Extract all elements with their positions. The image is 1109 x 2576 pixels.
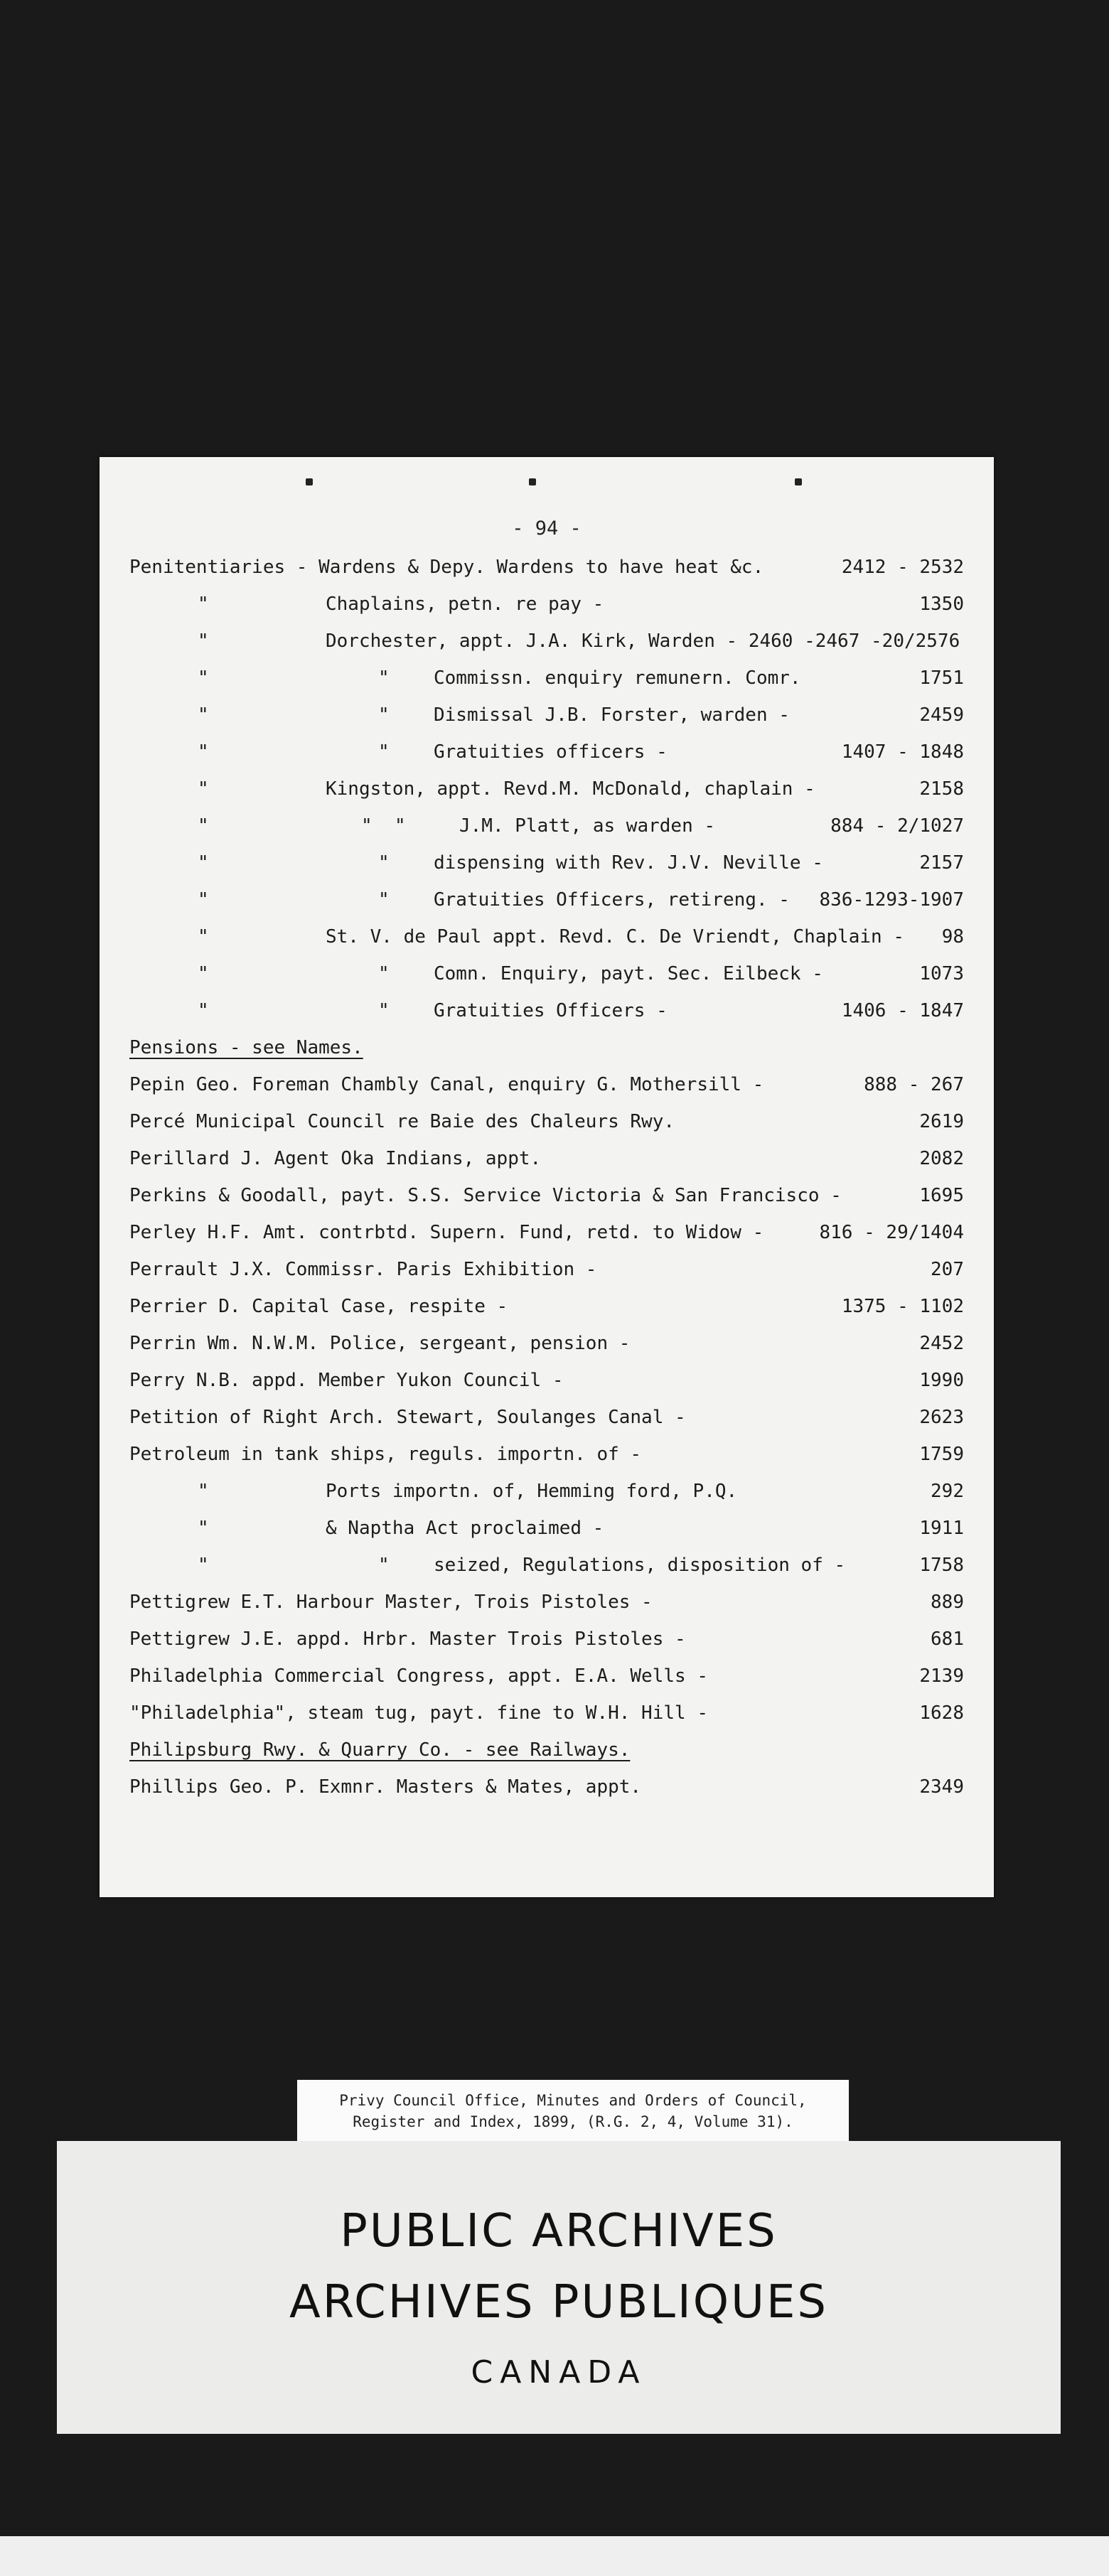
entry-text: Phillips Geo. P. Exmnr. Masters & Mates, appt. xyxy=(129,1776,642,1798)
entry-reference: 681 xyxy=(931,1628,964,1650)
stamp-line-3: CANADA xyxy=(471,2354,647,2390)
index-entry xyxy=(100,882,994,919)
entry-text: Percé Municipal Council re Baie des Chaleurs Rwy. xyxy=(129,1111,675,1132)
index-entry xyxy=(100,734,994,771)
entry-reference: 2082 xyxy=(919,1148,964,1169)
entry-reference: 1375 - 1102 xyxy=(841,1296,964,1317)
index-entry xyxy=(100,1104,994,1141)
ditto-mark: " xyxy=(198,963,209,984)
index-entry xyxy=(100,623,994,660)
ditto-mark: " xyxy=(378,889,390,911)
entry-text: & Naptha Act proclaimed - xyxy=(326,1518,604,1539)
index-entry xyxy=(100,1252,994,1289)
entry-reference: 884 - 2/1027 xyxy=(830,815,964,837)
entry-text: Petroleum in tank ships, reguls. importn. of - xyxy=(129,1444,642,1465)
cross-reference-heading xyxy=(100,1732,994,1769)
stamp-line-2: ARCHIVES PUBLIQUES xyxy=(289,2276,829,2329)
entry-text: "Philadelphia", steam tug, payt. fine to W.H. Hill - xyxy=(129,1702,708,1724)
entry-reference: 2157 xyxy=(919,852,964,874)
ditto-mark: " xyxy=(198,704,209,726)
entry-text: St. V. de Paul appt. Revd. C. De Vriendt, Chaplain - xyxy=(326,926,904,948)
index-entry xyxy=(100,697,994,734)
entry-text: Dismissal J.B. Forster, warden - xyxy=(434,704,790,726)
entry-text: Ports importn. of, Hemming ford, P.Q. xyxy=(326,1481,738,1502)
index-entry xyxy=(100,771,994,808)
entry-reference: 1911 xyxy=(919,1518,964,1539)
ditto-mark: " xyxy=(198,926,209,948)
entry-text: Perrin Wm. N.W.M. Police, sergeant, pension - xyxy=(129,1333,631,1354)
entry-text: Philadelphia Commercial Congress, appt. E.A. Wells - xyxy=(129,1665,708,1687)
entry-text: Kingston, appt. Revd.M. McDonald, chaplain - xyxy=(326,778,815,800)
cross-reference-heading xyxy=(100,1030,994,1067)
ditto-mark: " xyxy=(198,1555,209,1576)
ditto-mark: " xyxy=(378,1555,390,1576)
index-entry xyxy=(100,1621,994,1658)
ditto-mark: " xyxy=(198,594,209,615)
index-entry xyxy=(100,845,994,882)
entry-text: Perrier D. Capital Case, respite - xyxy=(129,1296,508,1317)
entry-reference: 2139 xyxy=(919,1665,964,1687)
index-entry xyxy=(100,1178,994,1215)
entry-text: Pepin Geo. Foreman Chambly Canal, enquiry G. Mothersill - xyxy=(129,1074,764,1095)
index-entry xyxy=(100,1474,994,1510)
entry-reference: 1759 xyxy=(919,1444,964,1465)
archives-stamp xyxy=(57,2141,1061,2434)
entry-text: Pettigrew E.T. Harbour Master, Trois Pistoles - xyxy=(129,1592,653,1613)
entry-reference: 2158 xyxy=(919,778,964,800)
ditto-mark: " xyxy=(198,889,209,911)
entry-text: Petition of Right Arch. Stewart, Soulanges Canal - xyxy=(129,1407,686,1428)
index-entry xyxy=(100,549,994,586)
entry-text: dispensing with Rev. J.V. Neville - xyxy=(434,852,823,874)
entry-reference: 2412 - 2532 xyxy=(841,557,964,578)
entry-text: Pensions - see Names. xyxy=(129,1037,363,1058)
index-entry xyxy=(100,1769,994,1806)
ditto-mark: " xyxy=(198,1518,209,1539)
ditto-mark: " xyxy=(198,741,209,763)
entry-reference: 1695 xyxy=(919,1185,964,1206)
entry-reference: 816 - 29/1404 xyxy=(819,1222,964,1243)
ditto-mark: " xyxy=(378,963,390,984)
archive-label-line-2: Register and Index, 1899, (R.G. 2, 4, Volume 31). xyxy=(353,2113,793,2130)
ditto-mark: " xyxy=(198,815,209,837)
entry-reference: 2459 xyxy=(919,704,964,726)
entry-text: Perillard J. Agent Oka Indians, appt. xyxy=(129,1148,542,1169)
ditto-mark: " xyxy=(378,667,390,689)
entry-reference: 1990 xyxy=(919,1370,964,1391)
entry-text: Gratuities officers - xyxy=(434,741,668,763)
entry-reference: 888 - 267 xyxy=(864,1074,964,1095)
entry-reference: 2452 xyxy=(919,1333,964,1354)
entry-reference: 1350 xyxy=(919,594,964,615)
ditto-mark: " xyxy=(378,1000,390,1021)
document-page xyxy=(100,457,994,1897)
punch-mark xyxy=(529,478,536,485)
index-entry xyxy=(100,1510,994,1547)
entry-reference: 2619 xyxy=(919,1111,964,1132)
entry-text: Philipsburg Rwy. & Quarry Co. - see Railways. xyxy=(129,1739,631,1761)
entry-text: Perley H.F. Amt. contrbtd. Supern. Fund, retd. to Widow - xyxy=(129,1222,764,1243)
index-entry xyxy=(100,1695,994,1732)
entry-reference: 2349 xyxy=(919,1776,964,1798)
entry-text: Penitentiaries - Wardens & Depy. Wardens to have heat &c. xyxy=(129,557,764,578)
index-entry xyxy=(100,919,994,956)
index-entry xyxy=(100,1363,994,1400)
entry-text: Dorchester, appt. J.A. Kirk, Warden - 2460 -2467 -20/2576 xyxy=(326,630,960,652)
entry-text: Gratuities Officers - xyxy=(434,1000,668,1021)
entry-reference: 207 xyxy=(931,1259,964,1280)
entry-text: Perrault J.X. Commissr. Paris Exhibition - xyxy=(129,1259,597,1280)
index-entry xyxy=(100,1584,994,1621)
entry-reference: 1758 xyxy=(919,1555,964,1576)
ditto-mark: " xyxy=(198,852,209,874)
ditto-mark: " xyxy=(198,667,209,689)
ditto-mark: " xyxy=(378,741,390,763)
ditto-mark: " xyxy=(198,1481,209,1502)
entry-reference: 836-1293-1907 xyxy=(819,889,964,911)
ditto-mark: " xyxy=(378,704,390,726)
entry-text: Comn. Enquiry, payt. Sec. Eilbeck - xyxy=(434,963,823,984)
stamp-line-1: PUBLIC ARCHIVES xyxy=(340,2205,778,2258)
entry-text: Perry N.B. appd. Member Yukon Council - xyxy=(129,1370,564,1391)
index-entry xyxy=(100,1289,994,1326)
entry-text: Chaplains, petn. re pay - xyxy=(326,594,604,615)
index-entry xyxy=(100,808,994,845)
entry-reference: 292 xyxy=(931,1481,964,1502)
entry-reference: 1406 - 1847 xyxy=(841,1000,964,1021)
index-entries xyxy=(100,549,994,1806)
entry-reference: 98 xyxy=(941,926,964,948)
index-entry xyxy=(100,586,994,623)
archive-label-line-1: Privy Council Office, Minutes and Orders of Council, xyxy=(339,2092,807,2109)
index-entry xyxy=(100,1547,994,1584)
punch-mark xyxy=(795,478,802,485)
entry-text: seized, Regulations, disposition of - xyxy=(434,1555,846,1576)
punch-mark xyxy=(306,478,313,485)
page-number: - 94 - xyxy=(512,517,582,540)
entry-text: Gratuities Officers, retireng. - xyxy=(434,889,790,911)
ditto-mark: " xyxy=(378,852,390,874)
entry-reference: 1751 xyxy=(919,667,964,689)
index-entry xyxy=(100,1215,994,1252)
index-entry xyxy=(100,1141,994,1178)
entry-reference: 889 xyxy=(931,1592,964,1613)
entry-reference: 1407 - 1848 xyxy=(841,741,964,763)
entry-text: Commissn. enquiry remunern. Comr. xyxy=(434,667,801,689)
index-entry xyxy=(100,660,994,697)
index-entry xyxy=(100,1658,994,1695)
scan-border xyxy=(0,2536,1109,2576)
entry-reference: 1073 xyxy=(919,963,964,984)
archive-label xyxy=(297,2080,849,2144)
entry-reference: 2623 xyxy=(919,1407,964,1428)
ditto-mark: " xyxy=(198,630,209,652)
entry-text: Pettigrew J.E. appd. Hrbr. Master Trois Pistoles - xyxy=(129,1628,686,1650)
index-entry xyxy=(100,1326,994,1363)
entry-text: Perkins & Goodall, payt. S.S. Service Victoria & San Francisco - xyxy=(129,1185,842,1206)
entry-text: J.M. Platt, as warden - xyxy=(459,815,716,837)
index-entry xyxy=(100,1400,994,1437)
ditto-mark: " " xyxy=(361,815,406,837)
index-entry xyxy=(100,956,994,993)
entry-reference: 1628 xyxy=(919,1702,964,1724)
ditto-mark: " xyxy=(198,778,209,800)
ditto-mark: " xyxy=(198,1000,209,1021)
index-entry xyxy=(100,993,994,1030)
index-entry xyxy=(100,1437,994,1474)
index-entry xyxy=(100,1067,994,1104)
